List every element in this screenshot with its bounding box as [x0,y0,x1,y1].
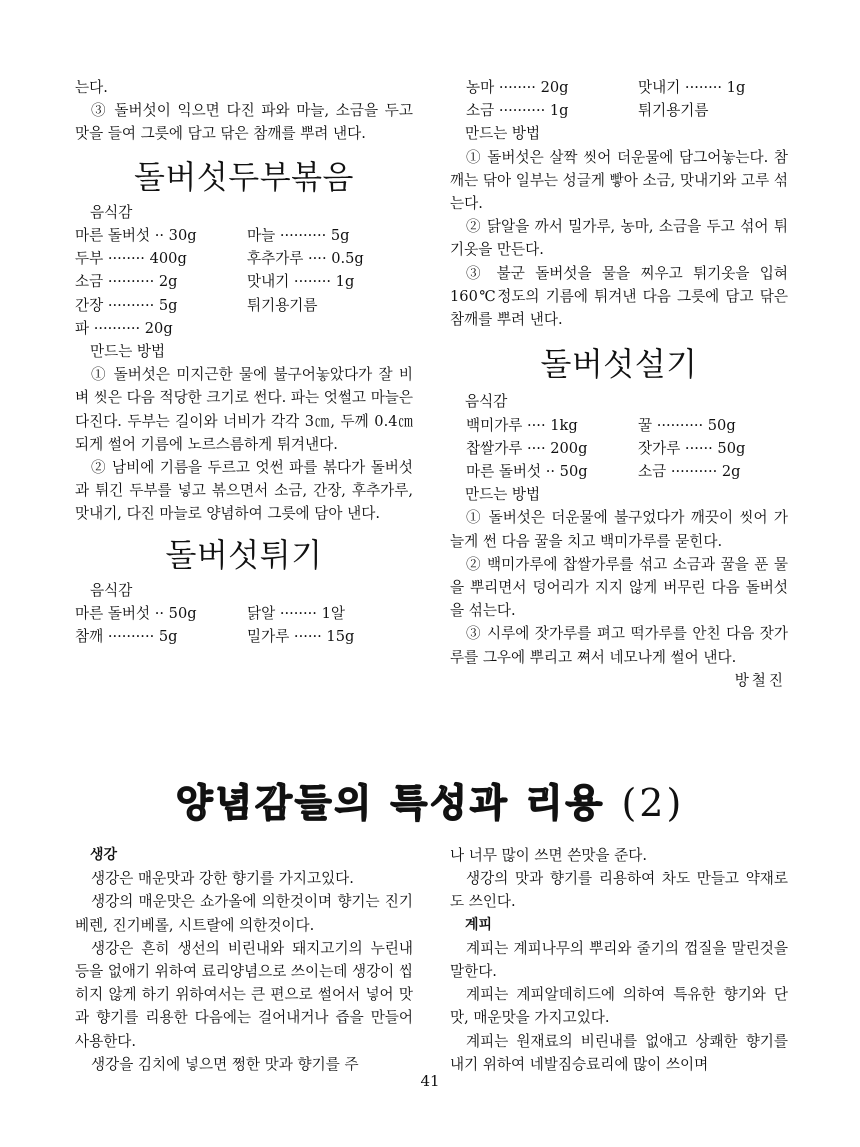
section-heading: 생강 [90,847,118,863]
ingredient-list [450,414,788,484]
ingredient-list [75,224,413,340]
ingredient-item: 밀가루 ······ 15g [247,628,355,646]
page-number: 41 [420,1072,440,1090]
method-label: 만드는 방법 [465,486,541,504]
ingredient-item: 마른 돌버섯 ·· 30g [75,227,197,245]
article-title-text: 양념감들의 특성과 리용 [175,781,606,825]
ingredient-item: 맛내기 ········ 1g [247,273,355,291]
paragraph: 생강의 매운맛은 쇼가올에 의한것이며 향기는 진기베렌, 진기베롤, 시트랄에 의한것이다. [75,893,413,934]
right-column [450,76,788,692]
paragraph: 는다. [75,79,108,96]
article-left-column [75,844,413,1076]
ingredient-item: 참깨 ·········· 5g [75,628,178,646]
ingredient-item: 튀기용기름 [638,102,709,120]
paragraph: 계피는 원재료의 비린내를 없애고 상쾌한 향기를 내기 위하여 네발짐승료리에 많이 쓰이며 [450,1032,788,1073]
ingredients-label: 음식감 [90,581,133,599]
ingredients-label: 음식감 [465,393,508,411]
paragraph: ③ 돌버섯이 익으면 다진 파와 마늘, 소금을 두고 맛을 들여 그릇에 담고 닦은 참깨를 뿌려 낸다. [75,102,413,143]
ingredient-item: 잣가루 ······ 50g [638,439,746,457]
method-label: 만드는 방법 [465,125,541,143]
ingredient-item: 파 ·········· 20g [75,319,173,337]
ingredient-item: 소금 ·········· 2g [638,463,741,481]
method-label: 만드는 방법 [90,343,166,361]
paragraph: 생강의 맛과 향기를 리용하여 차도 만들고 약재로도 쓰인다. [450,870,788,911]
method-step: ① 돌버섯은 미지근한 물에 불구어놓았다가 잘 비벼 씻은 다음 적당한 크기로 썬다. 파는 엇썰고 마늘은 다진다. 두부는 길이와 너비가 각각 3㎝, 두께 0.4㎝ 되게 썰어 기름에 노르스름하게 튀겨낸다. [75,366,413,453]
ingredient-item: 마른 돌버섯 ·· 50g [466,463,588,481]
article-title-number: (2) [621,781,685,825]
paragraph: 생강은 흔히 생선의 비린내와 돼지고기의 누린내 등을 없애기 위하여 료리양념으로 쓰이는데 생강이 씹히지 않게 하기 위하여서는 큰 편으로 썰어서 넣어 맛과 향기를 리용한 다음에는 걸어내거나 즙을 만들어 사용한다. [75,939,413,1050]
ingredient-item: 간장 ·········· 5g [75,296,178,314]
method-step: ① 돌버섯은 살짝 씻어 더운물에 담그어놓는다. 참깨는 닦아 일부는 성글게 빻아 소금, 맛내기와 고루 섞는다. [450,148,788,213]
article-right-column [450,844,788,1076]
paragraph: 계피는 계피알데히드에 의하여 특유한 향기와 단맛, 매운맛을 가지고있다. [450,986,788,1027]
ingredient-list [75,602,413,648]
ingredient-item: 농마 ········ 20g [466,79,569,96]
ingredient-item: 후추가루 ···· 0.5g [247,250,364,268]
ingredient-item: 두부 ········ 400g [75,250,187,268]
method-step: ③ 시루에 잣가루를 펴고 떡가루를 안친 다음 잣가루를 그우에 뿌리고 쪄서 네모나게 썰어 낸다. [450,625,788,666]
ingredient-item: 맛내기 ········ 1g [638,79,746,96]
recipe-title: 돌버섯설기 [540,345,698,384]
paragraph: 나 너무 많이 쓰면 쓴맛을 준다. [450,847,648,864]
method-step: ② 남비에 기름을 두르고 엇썬 파를 볶다가 돌버섯과 튀긴 두부를 넣고 볶으면서 소금, 간장, 후추가루, 맛내기, 다진 마늘로 양념하여 그릇에 담아 낸다. [75,459,413,523]
paragraph: 계피는 계피나무의 뿌리와 줄기의 껍질을 말린것을 말한다. [450,939,788,981]
recipe-title: 돌버섯튀기 [165,535,323,574]
author-name: 방철진 [734,671,786,689]
ingredient-item: 소금 ·········· 2g [75,273,178,291]
method-step: ② 백미가루에 찹쌀가루를 섞고 소금과 꿀을 푼 물을 뿌리면서 덩어리가 지지 않게 버무린 다음 돌버섯을 섞는다. [450,555,788,620]
left-column [75,76,413,648]
ingredient-item: 마른 돌버섯 ·· 50g [75,605,197,623]
method-step: ② 닭알을 까서 밀가루, 농마, 소금을 두고 섞어 튀기옷을 만든다. [450,218,788,259]
article-title [0,772,860,827]
ingredient-item: 닭알 ········ 1알 [247,605,345,623]
ingredient-item: 꿀 ·········· 50g [638,416,736,434]
ingredient-item: 튀기용기름 [247,296,318,314]
recipe-title: 돌버섯두부볶음 [134,157,354,196]
method-step: ③ 불군 돌버섯을 물을 찌우고 튀기옷을 입혀 160℃정도의 기름에 튀겨낸 다음 그릇에 담고 닦은 참깨를 뿌려 낸다. [450,264,788,329]
ingredients-label: 음식감 [90,203,133,221]
paragraph: 생강을 김치에 넣으면 쩡한 맛과 향기를 주 [91,1055,359,1073]
ingredient-item: 소금 ·········· 1g [466,102,569,120]
ingredient-list [450,76,788,122]
ingredient-item: 찹쌀가루 ···· 200g [466,439,588,457]
paragraph: 생강은 매운맛과 강한 향기를 가지고있다. [91,870,354,888]
method-step: ① 돌버섯은 더운물에 불구었다가 깨끗이 씻어 가늘게 썬 다음 꿀을 치고 백미가루를 묻힌다. [450,509,788,550]
ingredient-item: 백미가루 ···· 1kg [466,416,578,434]
ingredient-item: 마늘 ·········· 5g [247,227,350,245]
ingredient-item [247,317,397,340]
section-heading: 계피 [465,916,493,933]
